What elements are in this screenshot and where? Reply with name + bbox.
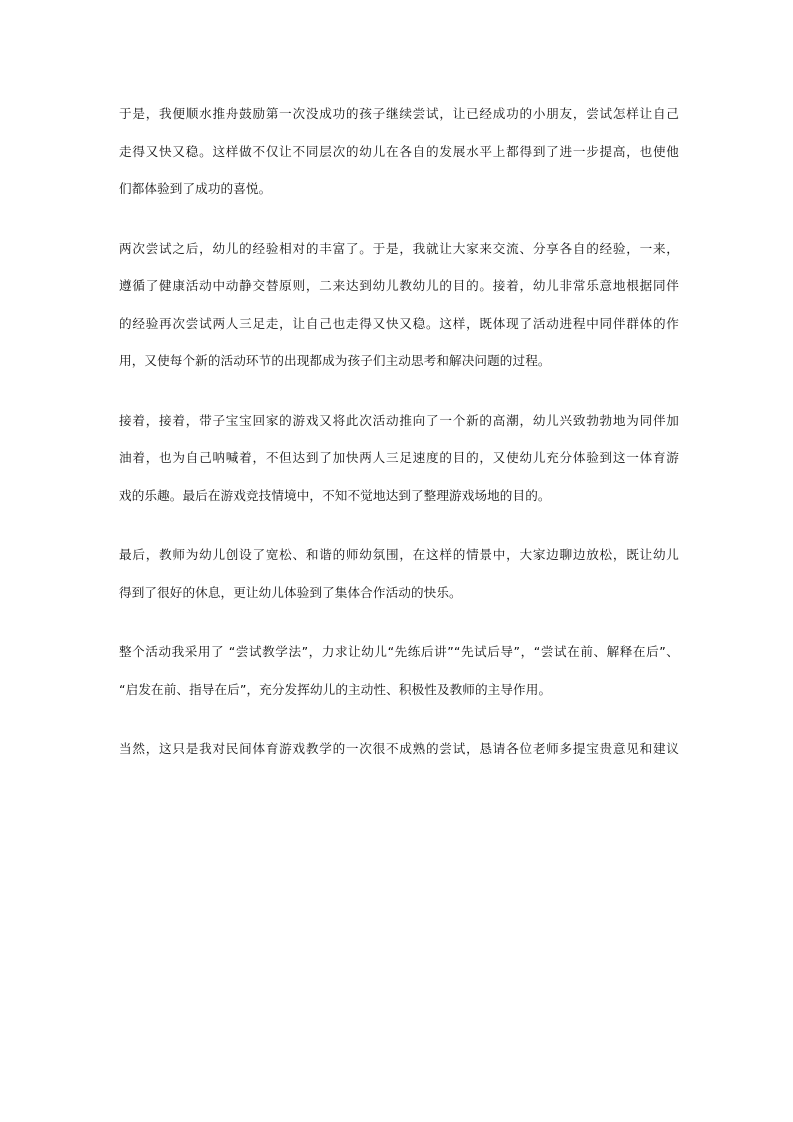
text-line: “启发在前、指导在后”，充分发挥幼儿的主动性、积极性及教师的主导作用。 [119, 681, 552, 697]
paragraph-1 [119, 101, 679, 214]
paragraph-6 [119, 736, 679, 774]
text-line: 用，又使每个新的活动环节的出现都成为孩子们主动思考和解决问题的过程。 [119, 353, 551, 368]
text-line: 得到了很好的休息，更让幼儿体验到了集体合作活动的快乐。 [119, 584, 462, 600]
text-line: 戏的乐趣。最后在游戏竞技情境中，不知不觉地达到了整理游戏场地的目的。 [119, 487, 551, 503]
text-line: 两次尝试之后，幼儿的经验相对的丰富了。于是，我就让大家来交流、分享各自的经验，一来， [119, 240, 679, 256]
text-line: 们都体验到了成功的喜悦。 [119, 181, 272, 196]
paragraph-2 [119, 236, 679, 386]
text-line: 油着，也为自己呐喊着，不但达到了加快两人三足速度的目的，又使幼儿充分体验到这一体育游 [119, 450, 679, 465]
text-line: 于是，我便顺水推舟鼓励第一次没成功的孩子继续尝试，让已经成功的小朋友，尝试怎样让自己 [119, 106, 679, 121]
document-body [119, 101, 679, 796]
text-line: 接着，接着，带子宝宝回家的游戏又将此次活动推向了一个新的高潮，幼儿兴致勃勃地为同伴加 [119, 412, 679, 428]
text-line: 遵循了健康活动中动静交替原则，二来达到幼儿教幼儿的目的。接着，幼儿非常乐意地根据同伴 [119, 278, 679, 293]
paragraph-4 [119, 542, 679, 617]
text-line: 的经验再次尝试两人三足走，让自己也走得又快又稳。这样，既体现了活动进程中同伴群体的作 [119, 315, 679, 331]
paragraph-5 [119, 639, 679, 714]
paragraph-3 [119, 408, 679, 521]
text-line: 当然，这只是我对民间体育游戏教学的一次很不成熟的尝试，恳请各位老师多提宝贵意见和建议 [119, 741, 679, 756]
text-line: 走得又快又稳。这样做不仅让不同层次的幼儿在各自的发展水平上都得到了进一步提高，也使他 [119, 143, 679, 159]
text-line: 最后，教师为幼儿创设了宽松、和谐的师幼氛围，在这样的情景中，大家边聊边放松，既让幼儿 [119, 547, 679, 562]
text-line: 整个活动我采用了 “尝试教学法”，力求让幼儿“先练后讲”“先试后导”，“尝试在前、解释在后”、 [119, 644, 679, 659]
